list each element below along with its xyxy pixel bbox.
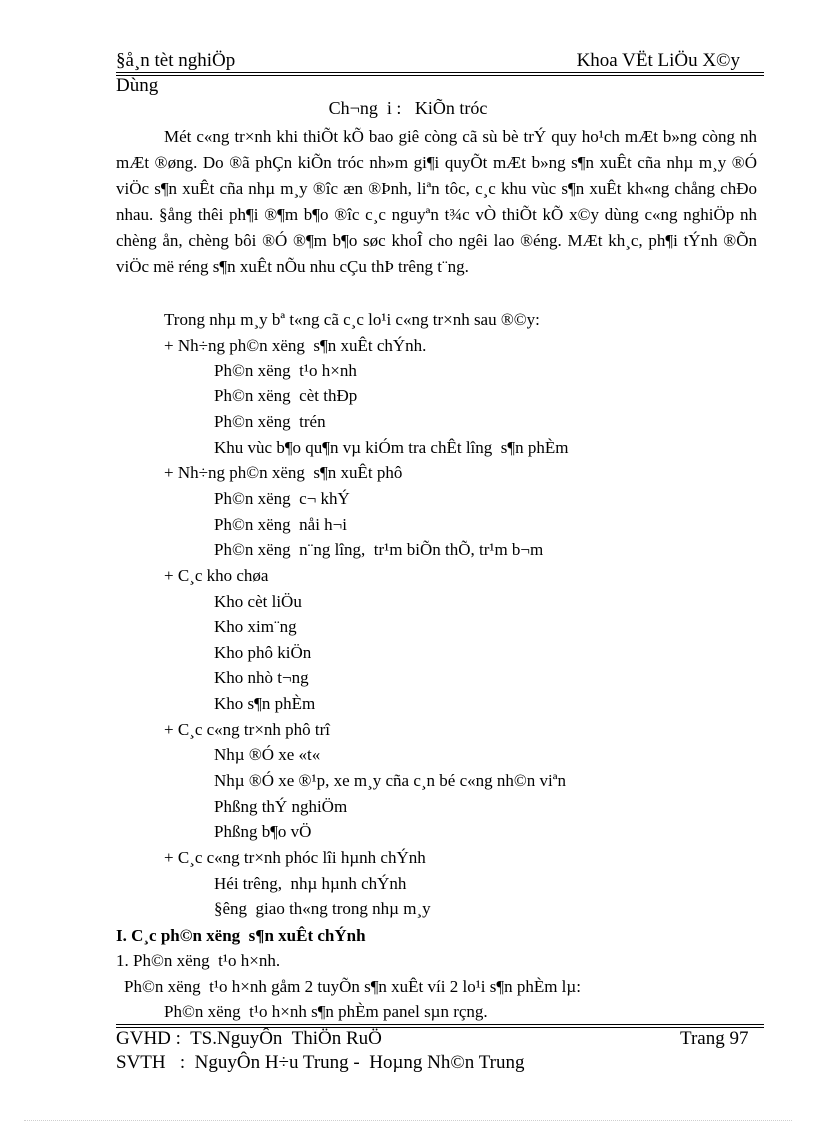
list-item: Ph©n xëng n¨ng lîng, tr¹m biÕn thÕ, tr¹m b¬m xyxy=(214,540,544,559)
group-heading: + C¸c c«ng tr×nh phô trî xyxy=(164,720,331,739)
list-item: §êng giao th«ng trong nhµ m¸y xyxy=(214,899,431,918)
header-right-text: Khoa VËt LiÖu X©y xyxy=(576,50,740,71)
list-item: Ph©n xëng trén xyxy=(214,412,326,431)
list-item: Kho cèt liÖu xyxy=(214,592,302,611)
header-rule-thin xyxy=(116,75,764,76)
body-line: Ph©n xëng t¹o h×nh s¶n phÈm panel sµn rçng. xyxy=(164,1002,488,1021)
list-item: Ph©n xëng t¹o h×nh xyxy=(214,361,357,380)
group-heading: + C¸c kho chøa xyxy=(164,566,269,585)
chapter-title: Ch¬ng i : KiÕn tróc xyxy=(328,98,488,118)
list-item: Kho phô kiÖn xyxy=(214,643,312,662)
header-rule xyxy=(116,72,764,73)
list-item: Khu vùc b¶o qu¶n vµ kiÓm tra chÊt lîng s¶n phÈm xyxy=(214,438,569,457)
page-number: Trang 97 xyxy=(680,1028,749,1049)
footer-rule-thin xyxy=(116,1024,764,1025)
page-header xyxy=(116,50,764,72)
list-item: Nhµ ®Ó xe «t« xyxy=(214,745,321,764)
section-heading: I. C¸c ph©n xëng s¶n xuÊt chÝnh xyxy=(116,926,366,945)
list-item: Héi trêng, nhµ hµnh chÝnh xyxy=(214,874,407,893)
header-continued-text: Dùng xyxy=(116,75,159,96)
list-item: Ph©n xëng c¬ khÝ xyxy=(214,489,350,508)
list-item: Kho xim¨ng xyxy=(214,617,297,636)
list-item: Ph©n xëng cèt thÐp xyxy=(214,386,358,405)
intro-paragraph: Mét c«ng tr×nh khi thiÕt kÕ bao giê còng cã sù bè trÝ quy ho¹ch mÆt b»ng còng nh mÆt ®øng. Do ®ã phÇn kiÕn tróc nh»m gi¶i quyÕt mÆt b»ng s¶n xuÊt cña nhµ m¸y ®Ó viÖc s¶n xuÊt cña nhµ m¸y ®îc æn ®Þnh, liªn tôc, c¸c khu vùc s¶n xuÊt kh«ng chång chÐo nhau. §ång thêi ph¶i ®¶m b¶o ®îc c¸c nguyªn t¾c vÒ thiÕt kÕ x©y dùng c«ng nghiÖp nh chèng ån, chèng bôi ®Ó ®¶m b¶o søc khoÎ cho ngêi lao ®éng. MÆt kh¸c, ph¶i tÝnh ®Õn viÖc më réng s¶n xuÊt nÕu nhu cÇu thÞ trêng t¨ng. xyxy=(116,127,757,276)
footer-supervisor: GVHD : TS.NguyÔn ThiÖn RuÖ xyxy=(116,1028,382,1049)
page-bottom-divider xyxy=(24,1120,792,1121)
list-item: Kho s¶n phÈm xyxy=(214,694,316,713)
list-intro-line: Trong nhµ m¸y bª t«ng cã c¸c lo¹i c«ng tr×nh sau ®©y: xyxy=(164,310,540,329)
group-heading: + C¸c c«ng tr×nh phóc lîi hµnh chÝnh xyxy=(164,848,426,867)
group-heading: + Nh÷ng ph©n xëng s¶n xuÊt phô xyxy=(164,463,403,482)
group-heading: + Nh÷ng ph©n xëng s¶n xuÊt chÝnh. xyxy=(164,336,427,355)
list-item: Phßng b¶o vÖ xyxy=(214,822,312,841)
body-line: Ph©n xëng t¹o h×nh gåm 2 tuyÕn s¶n xuÊt víi 2 lo¹i s¶n phÈm lµ: xyxy=(124,977,581,996)
list-item: Nhµ ®Ó xe ®¹p, xe m¸y cña c¸n bé c«ng nh©n viªn xyxy=(214,771,566,790)
header-left-text: §å¸n tèt nghiÖp xyxy=(116,50,236,71)
list-item: Kho nhò t¬ng xyxy=(214,668,309,687)
list-item: Ph©n xëng nåi h¬i xyxy=(214,515,347,534)
footer-students: SVTH : NguyÔn H÷u Trung - Hoµng Nh©n Trung xyxy=(116,1052,525,1073)
list-item: Phßng thÝ nghiÖm xyxy=(214,797,348,816)
subsection-heading: 1. Ph©n xëng t¹o h×nh. xyxy=(116,951,281,970)
